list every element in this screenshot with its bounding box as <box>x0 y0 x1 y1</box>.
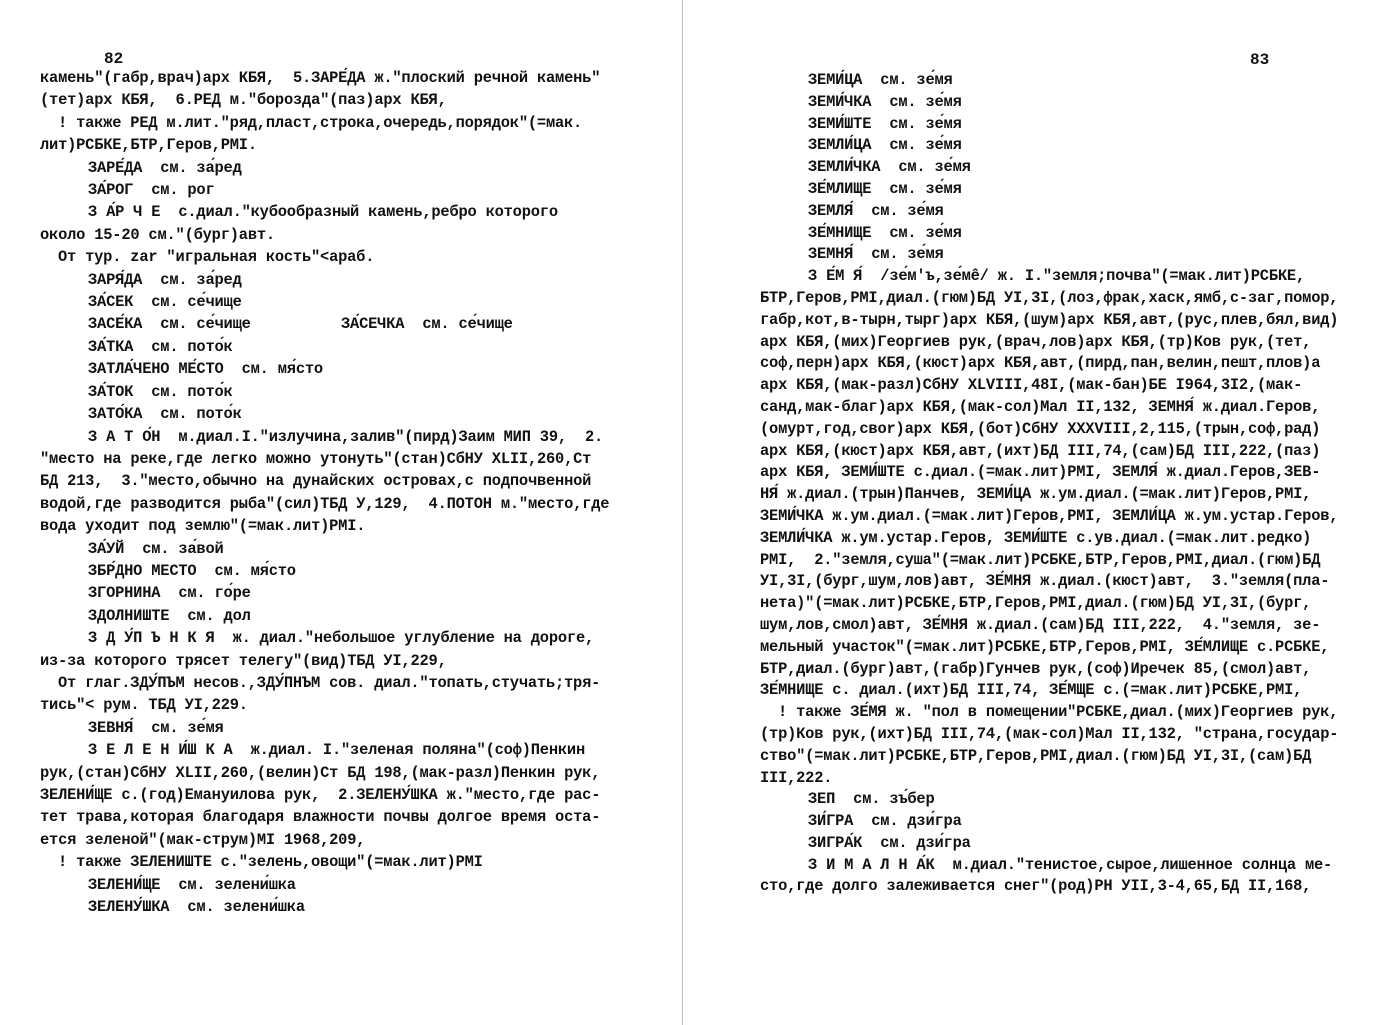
dictionary-entry-line: ЗА́УЙ см. за́вой <box>88 539 224 558</box>
dictionary-entry-line: ЗАРЕ́ДА см. за́ред <box>88 158 242 177</box>
text-line: ! также ЗЕ́МЯ ж. "пол в помещении"РСБКЕ,диал.(мих)Георгиев рук, <box>778 703 1339 722</box>
text-line: (омурт,год,своr)арх КБЯ,(бот)СбНУ XXXVIII,2,115,(трын,соф,рад) <box>760 419 1321 438</box>
text-line: ется зеленой"(мак-струм)МI 1968,209, <box>40 830 366 849</box>
dictionary-entry-line: ЗЕП см. зъ́бер <box>808 790 935 809</box>
text-line: БД 213, 3."место,обычно на дунайских островах,с подпочвенной <box>40 472 592 491</box>
text-line: ЗЕЛЕНИ́ЩЕ с.(год)Емануилова рук, 2.ЗЕЛЕНУ́ШКА ж."место,где рас- <box>40 786 601 804</box>
dictionary-entry-line: З А́Р Ч Е с.диал."кубообразный камень,ребро которого <box>88 203 558 222</box>
text-line: тись"< рум. ТБД УI,229. <box>40 696 248 715</box>
text-line: габр,кот,в-тырн,тырг)арх КБЯ,(шум)арх КБЯ,авт,(рус,плев,бял,вид) <box>760 310 1339 329</box>
dictionary-entry-line: ЗАРЯ́ДА см. за́ред <box>88 270 242 289</box>
text-line: РМI, 2."земля,суша"(=мак.лит)РСБКЕ,БТР,Геров,РМI,диал.(гюм)БД <box>760 550 1321 569</box>
dictionary-entry-line: ЗЕЛЕНУ́ШКА см. зелени́шка <box>88 898 305 917</box>
text-line: От глаг.ЗДУ́ПЪМ несов.,ЗДУ́ПНЪМ сов. диал."топать,стучать;тря- <box>58 673 601 692</box>
right-page <box>684 0 1400 1025</box>
dictionary-entry-line: З И М А Л Н А́К м.диал."тенистое,сырое,лишенное солнца ме- <box>808 855 1333 874</box>
dictionary-entry-line: ЗДОЛНИШТЕ см. дол <box>88 606 251 625</box>
text-line: вода уходит под землю"(=мак.лит)РМI. <box>40 517 366 536</box>
text-line: тет трава,которая благодаря влажности почвы долгое время оста- <box>40 808 601 827</box>
text-line: III,222. <box>760 768 833 787</box>
text-line: мельный участок"(=мак.лит)РСБКЕ,БТР,Геров,РМI, ЗЕ́МЛИЩЕ с.РСБКЕ, <box>760 637 1330 656</box>
text-line: ЗЕ́МНИЩЕ с. диал.(ихт)БД III,74, ЗЕ́МЩЕ с.(=мак.лит)РСБКЕ,РМI, <box>760 681 1303 700</box>
text-line: арх КБЯ, ЗЕМИ́ШТЕ с.диал.(=мак.лит)РМI, ЗЕМЛЯ́ ж.диал.Геров,ЗЕВ- <box>760 463 1321 482</box>
dictionary-entry-line: ЗЕМЛИ́ЦА см. зе́мя <box>808 136 962 155</box>
text-line: арх КБЯ,(мак-разл)СбНУ XLVIII,48I,(мак-бан)БЕ I964,3I2,(мак- <box>760 376 1303 395</box>
text-line: (тр)Ков рук,(ихт)БД III,74,(мак-сол)Мал II,132, "страна,государ- <box>760 724 1339 743</box>
dictionary-entry-line: ЗА́РОГ см. рог <box>88 181 215 200</box>
text-line: санд,мак-благ)арх КБЯ,(мак-сол)Мал II,132, ЗЕМНЯ́ ж.диал.Геров, <box>760 397 1321 416</box>
dictionary-entry-line: ЗЕ́МЛИЩЕ см. зе́мя <box>808 179 962 198</box>
text-line: нета)"(=мак.лит)РСБКЕ,БТР,Геров,РМI,диал.(гюм)БД УI,3I,(бург, <box>760 594 1312 613</box>
text-line: около 15-20 см."(бург)авт. <box>40 225 275 244</box>
text-line: водой,где разводится рыба"(сил)ТБД У,129, 4.ПОТОН м."место,где <box>40 494 610 513</box>
dictionary-entry-line: ЗАТО́КА см. пото́к <box>88 405 242 424</box>
text-line: сто,где долго залеживается снег"(род)РН УII,3-4,65,БД II,168, <box>760 877 1312 896</box>
dictionary-entry-line: ЗЕМЛИ́ЧКА см. зе́мя <box>808 158 971 177</box>
dictionary-entry-line: ЗА́ТКА см. пото́к <box>88 337 233 356</box>
dictionary-entry-line: ЗГОРНИНА см. го́ре <box>88 584 251 603</box>
text-line: БТР,диал.(бург)авт,(габр)Гунчев рук,(соф)Иречек 85,(смол)авт, <box>760 659 1312 678</box>
text-line: арх КБЯ,(кюст)арх КБЯ,авт,(ихт)БД III,74,(сам)БД III,222,(паз) <box>760 441 1321 460</box>
page-text <box>40 67 609 918</box>
text-line: камень"(габр,врач)арх КБЯ, 5.ЗАРЕ́ДА ж."плоский речной камень" <box>40 69 601 87</box>
dictionary-entry-line: ЗЕЛЕНИ́ЩЕ см. зелени́шка <box>88 875 296 894</box>
text-line: От тур. zar "игральная кость"<араб. <box>58 248 375 267</box>
text-line: ! также ЗЕЛЕНИШТЕ с."зелень,овощи"(=мак.лит)РМI <box>58 853 483 872</box>
text-line: НЯ́ ж.диал.(трын)Панчев, ЗЕМИ́ЦА ж.ум.диал.(=мак.лит)Геров,РМI, <box>760 485 1312 504</box>
dictionary-entry-line: ЗАТЛА́ЧЕНО МЕ́СТО см. мя́сто <box>88 360 323 379</box>
text-line: соф,перн)арх КБЯ,(кюст)арх КБЯ,авт,(пирд,пан,велин,пешт,плов)а <box>760 354 1321 373</box>
dictionary-entry-line: ЗБР́ДНО МЕСТО см. мя́сто <box>88 561 296 580</box>
text-line: ЗЕМИ́ЧКА ж.ум.диал.(=мак.лит)Геров,РМI, ЗЕМЛИ́ЦА ж.ум.устар.Геров, <box>760 506 1339 525</box>
dictionary-entry-line: З А Т О́Н м.диал.I."излучина,залив"(пирд)Заим МИП 39, 2. <box>88 427 604 446</box>
dictionary-entry-line: З Д У́П Ъ Н К Я ж. диал."небольшое углубление на дороге, <box>88 629 595 648</box>
text-line: УI,3I,(бург,шум,лов)авт, ЗЕ́МНЯ ж.диал.(кюст)авт, 3."земля(пла- <box>760 572 1330 591</box>
text-line: ! также РЕД м.лит."ряд,пласт,строка,очередь,порядок"(=мак. <box>58 113 583 132</box>
dictionary-entry-line: З Е́М Я́ /зе́м'ъ,зе́мê/ ж. I."земля;почва"(=мак.лит)РСБКЕ, <box>808 267 1305 286</box>
text-line: (тет)арх КБЯ, 6.РЕД м."борозда"(паз)арх КБЯ, <box>40 91 447 110</box>
dictionary-entry-line: ЗИ́ГРА см. дзи́гра <box>808 812 962 831</box>
dictionary-entry-line: ЗЕМИ́ЦА см. зе́мя <box>808 71 953 89</box>
dictionary-entry-line: ЗЕМЛЯ́ см. зе́мя <box>808 201 944 220</box>
page-text <box>760 70 1338 898</box>
dictionary-entry-line: З Е Л Е Н И́Ш К А ж.диал. I."зеленая поляна"(соф)Пенкин <box>88 741 585 760</box>
dictionary-entry-line: ЗЕВНЯ́ см. зе́мя <box>88 718 224 737</box>
dictionary-entry-line: ЗЕМИ́ШТЕ см. зе́мя <box>808 114 962 133</box>
dictionary-entry-line: ЗА́ТОК см. пото́к <box>88 382 233 401</box>
text-line: ЗЕМЛИ́ЧКА ж.ум.устар.Геров, ЗЕМИ́ШТЕ с.ув.диал.(=мак.лит.редко) <box>760 528 1312 547</box>
text-line: "место на реке,где легко можно утонуть"(стан)СбНУ XLII,260,Ст <box>40 449 592 468</box>
page-number: 83 <box>1250 51 1270 69</box>
page-number: 82 <box>104 50 124 68</box>
text-line: арх КБЯ,(мих)Георгиев рук,(врач,лов)арх КБЯ,(тр)Ков рук,(тет, <box>760 332 1312 351</box>
dictionary-entry-line: ЗЕМНЯ́ см. зе́мя <box>808 245 944 264</box>
left-page <box>0 0 682 1025</box>
text-line: шум,лов,смол)авт, ЗЕ́МНЯ ж.диал.(сам)БД III,222, 4."земля, зе- <box>760 615 1321 634</box>
text-line: лит)РСБКЕ,БТР,Геров,РМI. <box>40 136 257 155</box>
dictionary-entry-line: ЗЕМИ́ЧКА см. зе́мя <box>808 92 962 111</box>
text-line: из-за которого трясет телегу"(вид)ТБД УI,229, <box>40 651 447 670</box>
dictionary-entry-line: ЗАСЕ́КА см. се́чище ЗА́СЕЧКА см. се́чище <box>88 315 513 334</box>
text-line: рук,(стан)СбНУ XLII,260,(велин)Ст БД 198,(мак-разл)Пенкин рук, <box>40 763 601 782</box>
dictionary-entry-line: ЗА́СЕК см. се́чище <box>88 293 242 312</box>
book-fold-divider <box>682 0 683 1025</box>
text-line: БТР,Геров,РМI,диал.(гюм)БД УI,3I,(лоз,фрак,хаск,ямб,с-заг,помор, <box>760 288 1339 307</box>
dictionary-entry-line: ЗЕ́МНИЩЕ см. зе́мя <box>808 223 962 242</box>
text-line: ство"(=мак.лит)РСБКЕ,БТР,Геров,РМI,диал.(гюм)БД УI,3I,(сам)БД <box>760 746 1312 765</box>
dictionary-entry-line: ЗИГРА́К см. дзи́гра <box>808 833 971 852</box>
